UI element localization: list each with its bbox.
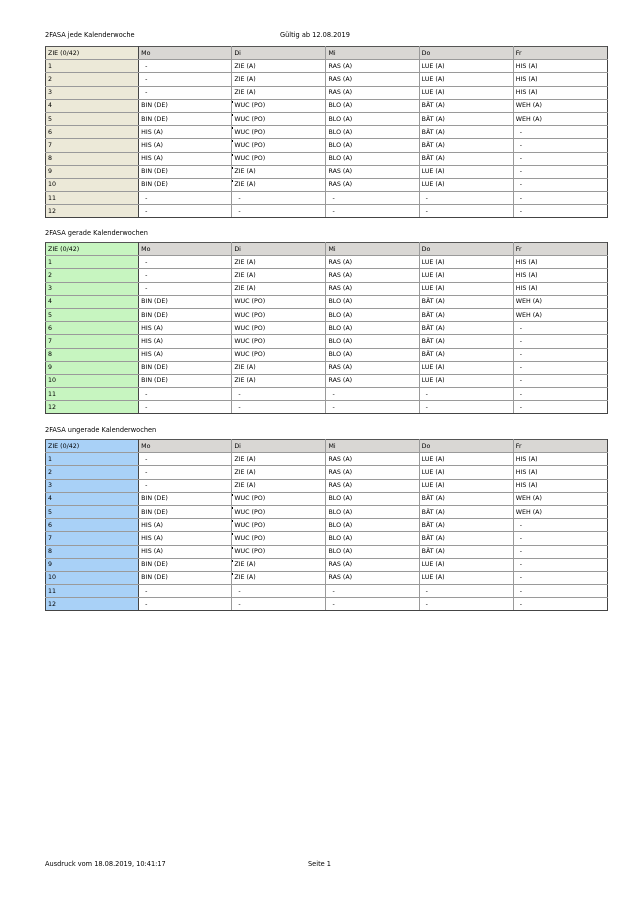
lesson-cell[interactable]: BLO (A) <box>326 532 419 545</box>
table-row <box>46 73 608 86</box>
lesson-cell[interactable]: BLO (A) <box>326 152 419 165</box>
lesson-cell[interactable]: HIS (A) <box>139 335 232 348</box>
period-number: 8 <box>46 545 139 558</box>
table-row <box>46 571 608 584</box>
lesson-cell[interactable]: HIS (A) <box>513 453 607 466</box>
lesson-cell[interactable]: HIS (A) <box>139 152 232 165</box>
lesson-cell[interactable]: HIS (A) <box>513 466 607 479</box>
lesson-cell[interactable]: WUC (PO) <box>232 519 326 532</box>
day-header: Fr <box>513 47 607 60</box>
print-timestamp: Ausdruck vom 18.08.2019, 10:41:17 <box>45 860 166 868</box>
lesson-cell[interactable]: - <box>139 466 232 479</box>
lesson-cell[interactable]: WUC (PO) <box>232 295 326 308</box>
lesson-cell[interactable]: - <box>513 205 607 218</box>
lesson-cell[interactable]: WUC (PO) <box>232 99 326 112</box>
lesson-cell[interactable]: BIN (DE) <box>139 295 232 308</box>
table-row <box>46 479 608 492</box>
lesson-cell[interactable]: BIN (DE) <box>139 165 232 178</box>
period-number: 9 <box>46 361 139 374</box>
table-row <box>46 361 608 374</box>
lesson-cell[interactable]: LUE (A) <box>419 466 513 479</box>
lesson-cell[interactable]: - <box>513 348 607 361</box>
lesson-cell[interactable]: RAS (A) <box>326 361 419 374</box>
lesson-cell[interactable]: - <box>232 192 326 205</box>
period-number: 5 <box>46 112 139 125</box>
lesson-cell[interactable]: WUC (PO) <box>232 492 326 505</box>
lesson-cell[interactable]: RAS (A) <box>326 374 419 387</box>
table-row <box>46 466 608 479</box>
lesson-cell[interactable]: BLO (A) <box>326 505 419 518</box>
lesson-cell[interactable]: LUE (A) <box>419 558 513 571</box>
lesson-cell[interactable]: - <box>513 519 607 532</box>
lesson-cell[interactable]: RAS (A) <box>326 178 419 191</box>
lesson-cell[interactable]: BÄT (A) <box>419 348 513 361</box>
period-number: 3 <box>46 479 139 492</box>
lesson-cell[interactable]: - <box>139 585 232 598</box>
lesson-cell[interactable]: BÄT (A) <box>419 505 513 518</box>
period-number: 1 <box>46 256 139 269</box>
lesson-cell[interactable]: BLO (A) <box>326 295 419 308</box>
schedule-table <box>45 46 608 218</box>
lesson-cell[interactable]: ZIE (A) <box>232 558 326 571</box>
lesson-cell[interactable]: LUE (A) <box>419 571 513 584</box>
lesson-cell[interactable]: BÄT (A) <box>419 295 513 308</box>
period-number: 2 <box>46 73 139 86</box>
lesson-cell[interactable]: - <box>232 598 326 611</box>
lesson-cell[interactable]: BÄT (A) <box>419 112 513 125</box>
table-row <box>46 126 608 139</box>
lesson-cell[interactable]: RAS (A) <box>326 165 419 178</box>
lesson-cell[interactable]: LUE (A) <box>419 479 513 492</box>
table-row <box>46 348 608 361</box>
period-number: 2 <box>46 466 139 479</box>
lesson-cell[interactable]: RAS (A) <box>326 479 419 492</box>
lesson-cell[interactable]: LUE (A) <box>419 453 513 466</box>
day-header: Mi <box>326 47 419 60</box>
lesson-cell[interactable]: BLO (A) <box>326 348 419 361</box>
lesson-cell[interactable]: - <box>139 205 232 218</box>
lesson-cell[interactable]: - <box>232 388 326 401</box>
lesson-cell[interactable]: - <box>513 388 607 401</box>
lesson-cell[interactable]: - <box>513 598 607 611</box>
table-row <box>46 545 608 558</box>
table-row <box>46 492 608 505</box>
lesson-cell[interactable]: - <box>419 205 513 218</box>
period-number: 4 <box>46 492 139 505</box>
lesson-cell[interactable]: - <box>139 256 232 269</box>
lesson-cell[interactable]: WEH (A) <box>513 295 607 308</box>
period-number: 8 <box>46 152 139 165</box>
schedule-table <box>45 242 608 414</box>
lesson-cell[interactable]: WUC (PO) <box>232 505 326 518</box>
table-row <box>46 295 608 308</box>
table-row <box>46 205 608 218</box>
table-row <box>46 282 608 295</box>
period-number: 8 <box>46 348 139 361</box>
lesson-cell[interactable]: ZIE (A) <box>232 165 326 178</box>
lesson-cell[interactable]: BLO (A) <box>326 126 419 139</box>
lesson-cell[interactable]: HIS (A) <box>513 479 607 492</box>
lesson-cell[interactable]: ZIE (A) <box>232 479 326 492</box>
period-number: 12 <box>46 598 139 611</box>
lesson-cell[interactable]: HIS (A) <box>139 139 232 152</box>
lesson-cell[interactable]: - <box>326 388 419 401</box>
day-header: Do <box>419 440 513 453</box>
lesson-cell[interactable]: BÄT (A) <box>419 545 513 558</box>
period-number: 4 <box>46 99 139 112</box>
table-row <box>46 532 608 545</box>
day-header: Mo <box>139 243 232 256</box>
lesson-cell[interactable]: HIS (A) <box>139 532 232 545</box>
table-header-row <box>46 243 608 256</box>
table-row <box>46 269 608 282</box>
lesson-cell[interactable]: ZIE (A) <box>232 571 326 584</box>
teacher-capacity-header: ZIE (0/42) <box>46 440 139 453</box>
lesson-cell[interactable]: RAS (A) <box>326 282 419 295</box>
lesson-cell[interactable]: - <box>326 401 419 414</box>
lesson-cell[interactable]: WUC (PO) <box>232 532 326 545</box>
lesson-cell[interactable]: BLO (A) <box>326 112 419 125</box>
lesson-cell[interactable]: HIS (A) <box>513 269 607 282</box>
lesson-cell[interactable]: HIS (A) <box>513 86 607 99</box>
lesson-cell[interactable]: BÄT (A) <box>419 532 513 545</box>
lesson-cell[interactable]: RAS (A) <box>326 86 419 99</box>
lesson-cell[interactable]: - <box>513 545 607 558</box>
lesson-cell[interactable]: WEH (A) <box>513 99 607 112</box>
period-number: 3 <box>46 86 139 99</box>
table-row <box>46 401 608 414</box>
lesson-cell[interactable]: BÄT (A) <box>419 492 513 505</box>
table-row <box>46 256 608 269</box>
lesson-cell[interactable]: - <box>513 178 607 191</box>
lesson-cell[interactable]: BLO (A) <box>326 492 419 505</box>
table-header-row <box>46 440 608 453</box>
lesson-cell[interactable]: HIS (A) <box>139 126 232 139</box>
lesson-cell[interactable]: WUC (PO) <box>232 545 326 558</box>
lesson-cell[interactable]: ZIE (A) <box>232 60 326 73</box>
lesson-cell[interactable]: - <box>419 192 513 205</box>
period-number: 5 <box>46 308 139 321</box>
period-number: 10 <box>46 178 139 191</box>
table-row <box>46 585 608 598</box>
day-header: Do <box>419 243 513 256</box>
period-number: 12 <box>46 401 139 414</box>
lesson-cell[interactable]: RAS (A) <box>326 60 419 73</box>
day-header: Di <box>232 440 326 453</box>
lesson-cell[interactable]: - <box>139 73 232 86</box>
lesson-cell[interactable]: - <box>139 86 232 99</box>
lesson-cell[interactable]: ZIE (A) <box>232 466 326 479</box>
lesson-cell[interactable]: - <box>232 401 326 414</box>
lesson-cell[interactable]: - <box>513 571 607 584</box>
lesson-cell[interactable]: - <box>513 322 607 335</box>
lesson-cell[interactable]: HIS (A) <box>139 545 232 558</box>
lesson-cell[interactable]: - <box>419 598 513 611</box>
lesson-cell[interactable]: RAS (A) <box>326 256 419 269</box>
lesson-cell[interactable]: HIS (A) <box>139 519 232 532</box>
lesson-cell[interactable]: - <box>513 139 607 152</box>
lesson-cell[interactable]: BLO (A) <box>326 322 419 335</box>
period-number: 7 <box>46 335 139 348</box>
day-header: Mi <box>326 243 419 256</box>
lesson-cell[interactable]: WUC (PO) <box>232 126 326 139</box>
lesson-cell[interactable]: WUC (PO) <box>232 322 326 335</box>
period-number: 10 <box>46 374 139 387</box>
period-number: 4 <box>46 295 139 308</box>
lesson-cell[interactable]: RAS (A) <box>326 558 419 571</box>
lesson-cell[interactable]: - <box>139 60 232 73</box>
table-row <box>46 558 608 571</box>
lesson-cell[interactable]: - <box>513 558 607 571</box>
lesson-cell[interactable]: BIN (DE) <box>139 558 232 571</box>
lesson-cell[interactable]: RAS (A) <box>326 269 419 282</box>
lesson-cell[interactable]: RAS (A) <box>326 453 419 466</box>
lesson-cell[interactable]: - <box>139 598 232 611</box>
lesson-cell[interactable]: HIS (A) <box>513 256 607 269</box>
teacher-capacity-header: ZIE (0/42) <box>46 243 139 256</box>
lesson-cell[interactable]: - <box>513 401 607 414</box>
table-row <box>46 139 608 152</box>
lesson-cell[interactable]: BIN (DE) <box>139 374 232 387</box>
table-row <box>46 374 608 387</box>
lesson-cell[interactable]: - <box>232 585 326 598</box>
lesson-cell[interactable]: - <box>139 401 232 414</box>
lesson-cell[interactable]: BÄT (A) <box>419 99 513 112</box>
lesson-cell[interactable]: - <box>513 361 607 374</box>
lesson-cell[interactable]: WEH (A) <box>513 112 607 125</box>
period-number: 7 <box>46 139 139 152</box>
lesson-cell[interactable]: WUC (PO) <box>232 335 326 348</box>
lesson-cell[interactable]: BLO (A) <box>326 308 419 321</box>
lesson-cell[interactable]: WEH (A) <box>513 308 607 321</box>
lesson-cell[interactable]: RAS (A) <box>326 571 419 584</box>
lesson-cell[interactable]: RAS (A) <box>326 466 419 479</box>
lesson-cell[interactable]: HIS (A) <box>513 282 607 295</box>
lesson-cell[interactable]: BÄT (A) <box>419 519 513 532</box>
lesson-cell[interactable]: ZIE (A) <box>232 86 326 99</box>
period-number: 11 <box>46 388 139 401</box>
lesson-cell[interactable]: LUE (A) <box>419 73 513 86</box>
lesson-cell[interactable]: - <box>513 152 607 165</box>
schedule-table <box>45 439 608 611</box>
lesson-cell[interactable]: - <box>232 205 326 218</box>
lesson-cell[interactable]: - <box>139 453 232 466</box>
day-header: Di <box>232 243 326 256</box>
lesson-cell[interactable]: BÄT (A) <box>419 152 513 165</box>
lesson-cell[interactable]: BLO (A) <box>326 139 419 152</box>
lesson-cell[interactable]: ZIE (A) <box>232 453 326 466</box>
lesson-cell[interactable]: - <box>513 532 607 545</box>
lesson-cell[interactable]: BIN (DE) <box>139 361 232 374</box>
lesson-cell[interactable]: BIN (DE) <box>139 308 232 321</box>
lesson-cell[interactable]: - <box>139 282 232 295</box>
lesson-cell[interactable]: ZIE (A) <box>232 256 326 269</box>
lesson-cell[interactable]: - <box>513 585 607 598</box>
lesson-cell[interactable]: HIS (A) <box>513 73 607 86</box>
lesson-cell[interactable]: - <box>419 585 513 598</box>
teacher-capacity-header: ZIE (0/42) <box>46 47 139 60</box>
lesson-cell[interactable]: BIN (DE) <box>139 571 232 584</box>
period-number: 12 <box>46 205 139 218</box>
lesson-cell[interactable]: - <box>513 374 607 387</box>
table-row <box>46 453 608 466</box>
period-number: 6 <box>46 519 139 532</box>
lesson-cell[interactable]: BIN (DE) <box>139 112 232 125</box>
lesson-cell[interactable]: LUE (A) <box>419 374 513 387</box>
lesson-cell[interactable]: WUC (PO) <box>232 308 326 321</box>
lesson-cell[interactable]: BIN (DE) <box>139 178 232 191</box>
lesson-cell[interactable]: WEH (A) <box>513 505 607 518</box>
lesson-cell[interactable]: LUE (A) <box>419 86 513 99</box>
table-row <box>46 388 608 401</box>
valid-from-date: Gültig ab 12.08.2019 <box>280 31 350 39</box>
lesson-cell[interactable]: ZIE (A) <box>232 73 326 86</box>
lesson-cell[interactable]: WUC (PO) <box>232 152 326 165</box>
lesson-cell[interactable]: - <box>513 335 607 348</box>
lesson-cell[interactable]: - <box>139 192 232 205</box>
lesson-cell[interactable]: WEH (A) <box>513 492 607 505</box>
lesson-cell[interactable]: WUC (PO) <box>232 112 326 125</box>
lesson-cell[interactable]: BLO (A) <box>326 545 419 558</box>
lesson-cell[interactable]: - <box>326 205 419 218</box>
section-title: 2FASA ungerade Kalenderwochen <box>45 426 157 434</box>
day-header: Mi <box>326 440 419 453</box>
lesson-cell[interactable]: LUE (A) <box>419 269 513 282</box>
lesson-cell[interactable]: - <box>139 388 232 401</box>
period-number: 11 <box>46 585 139 598</box>
lesson-cell[interactable]: BÄT (A) <box>419 335 513 348</box>
period-number: 1 <box>46 453 139 466</box>
period-number: 7 <box>46 532 139 545</box>
period-number: 3 <box>46 282 139 295</box>
period-number: 11 <box>46 192 139 205</box>
lesson-cell[interactable]: WUC (PO) <box>232 348 326 361</box>
lesson-cell[interactable]: BIN (DE) <box>139 505 232 518</box>
lesson-cell[interactable]: - <box>326 192 419 205</box>
lesson-cell[interactable]: - <box>419 401 513 414</box>
period-number: 9 <box>46 558 139 571</box>
lesson-cell[interactable]: ZIE (A) <box>232 374 326 387</box>
table-row <box>46 192 608 205</box>
lesson-cell[interactable]: BÄT (A) <box>419 322 513 335</box>
day-header: Fr <box>513 440 607 453</box>
table-row <box>46 178 608 191</box>
period-number: 6 <box>46 322 139 335</box>
lesson-cell[interactable]: - <box>326 585 419 598</box>
period-number: 10 <box>46 571 139 584</box>
lesson-cell[interactable]: ZIE (A) <box>232 178 326 191</box>
table-row <box>46 152 608 165</box>
table-row <box>46 505 608 518</box>
lesson-cell[interactable]: ZIE (A) <box>232 282 326 295</box>
lesson-cell[interactable]: ZIE (A) <box>232 269 326 282</box>
lesson-cell[interactable]: LUE (A) <box>419 165 513 178</box>
lesson-cell[interactable]: BIN (DE) <box>139 99 232 112</box>
lesson-cell[interactable]: HIS (A) <box>139 348 232 361</box>
lesson-cell[interactable]: HIS (A) <box>139 322 232 335</box>
lesson-cell[interactable]: - <box>419 388 513 401</box>
table-row <box>46 598 608 611</box>
lesson-cell[interactable]: BÄT (A) <box>419 139 513 152</box>
lesson-cell[interactable]: LUE (A) <box>419 282 513 295</box>
lesson-cell[interactable]: BIN (DE) <box>139 492 232 505</box>
period-number: 5 <box>46 505 139 518</box>
lesson-cell[interactable]: - <box>139 479 232 492</box>
lesson-cell[interactable]: ZIE (A) <box>232 361 326 374</box>
lesson-cell[interactable]: WUC (PO) <box>232 139 326 152</box>
lesson-cell[interactable]: BLO (A) <box>326 519 419 532</box>
day-header: Mo <box>139 47 232 60</box>
table-row <box>46 86 608 99</box>
lesson-cell[interactable]: BÄT (A) <box>419 126 513 139</box>
lesson-cell[interactable]: - <box>139 269 232 282</box>
table-row <box>46 99 608 112</box>
table-row <box>46 165 608 178</box>
page-number: Seite 1 <box>308 860 332 868</box>
table-row <box>46 112 608 125</box>
lesson-cell[interactable]: LUE (A) <box>419 178 513 191</box>
lesson-cell[interactable]: LUE (A) <box>419 60 513 73</box>
table-header-row <box>46 47 608 60</box>
table-row <box>46 322 608 335</box>
period-number: 9 <box>46 165 139 178</box>
lesson-cell[interactable]: - <box>513 165 607 178</box>
lesson-cell[interactable]: - <box>513 126 607 139</box>
lesson-cell[interactable]: HIS (A) <box>513 60 607 73</box>
day-header: Mo <box>139 440 232 453</box>
day-header: Fr <box>513 243 607 256</box>
table-row <box>46 335 608 348</box>
table-row <box>46 519 608 532</box>
lesson-cell[interactable]: LUE (A) <box>419 256 513 269</box>
table-row <box>46 60 608 73</box>
lesson-cell[interactable]: BLO (A) <box>326 99 419 112</box>
lesson-cell[interactable]: RAS (A) <box>326 73 419 86</box>
lesson-cell[interactable]: BLO (A) <box>326 335 419 348</box>
period-number: 6 <box>46 126 139 139</box>
lesson-cell[interactable]: BÄT (A) <box>419 308 513 321</box>
section-title: 2FASA gerade Kalenderwochen <box>45 229 148 237</box>
lesson-cell[interactable]: LUE (A) <box>419 361 513 374</box>
page-header-title: 2FASA jede Kalenderwoche <box>45 31 135 39</box>
period-number: 1 <box>46 60 139 73</box>
lesson-cell[interactable]: - <box>326 598 419 611</box>
day-header: Di <box>232 47 326 60</box>
day-header: Do <box>419 47 513 60</box>
period-number: 2 <box>46 269 139 282</box>
lesson-cell[interactable]: - <box>513 192 607 205</box>
table-row <box>46 308 608 321</box>
